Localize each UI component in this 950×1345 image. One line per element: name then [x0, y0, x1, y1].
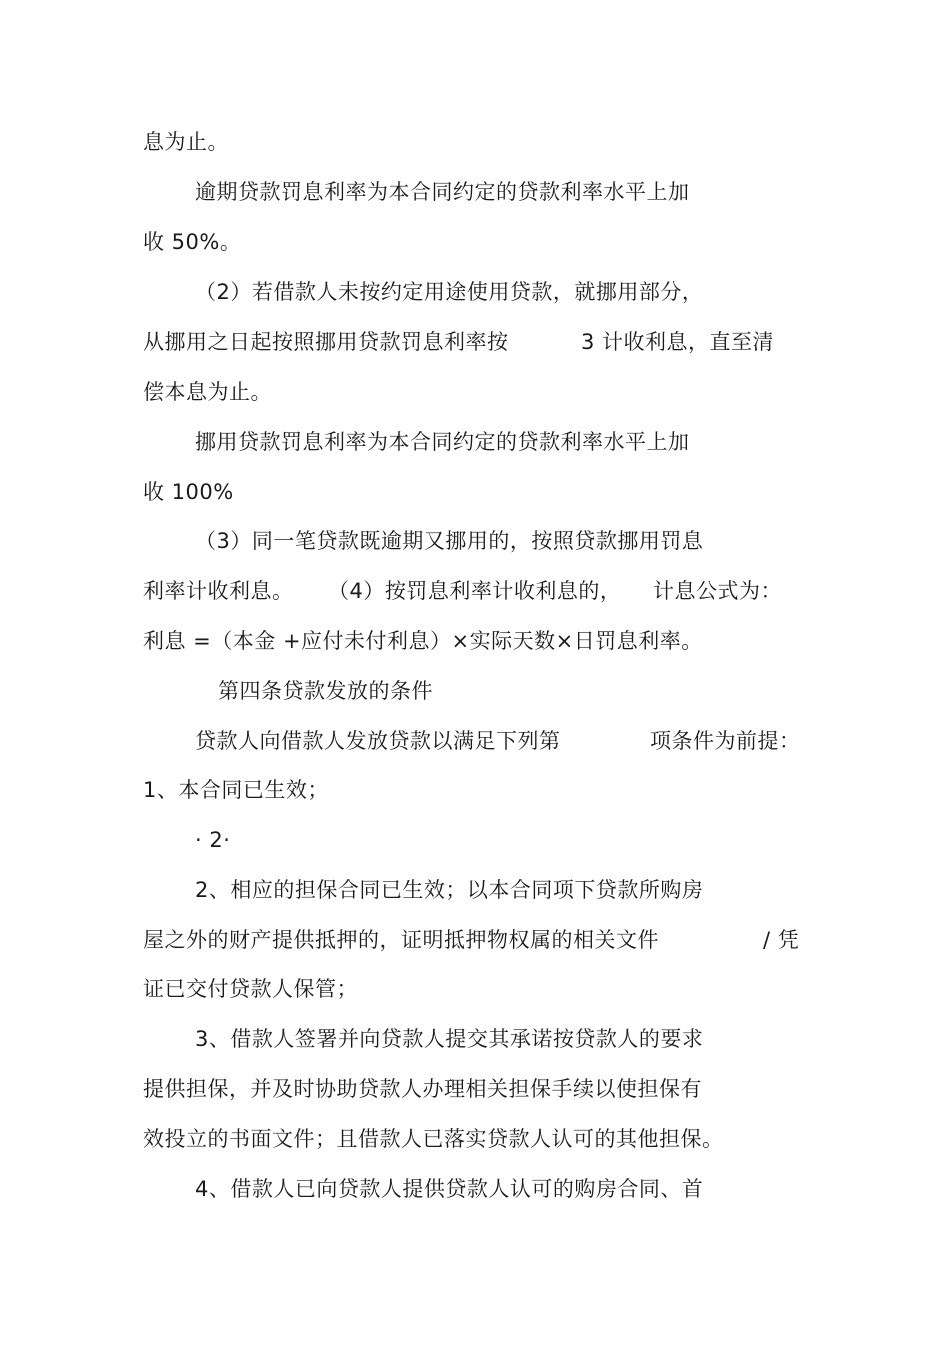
text-line: （4）按罚息利率计收利息的， — [328, 579, 622, 603]
text-line: 3 计收利息，直至清 — [581, 330, 775, 354]
text-line: 挪用贷款罚息利率为本合同约定的贷款利率水平上加 — [195, 430, 690, 454]
text-line: 2、相应的担保合同已生效；以本合同项下贷款所购房 — [195, 878, 704, 902]
text-line: 屋之外的财产提供抵押的，证明抵押物权属的相关文件 — [143, 928, 659, 952]
text-line: （3）同一笔贷款既逾期又挪用的，按照贷款挪用罚息 — [195, 529, 704, 553]
text-line: 证已交付贷款人保管； — [143, 977, 358, 1001]
text-line: 收 50%。 — [143, 230, 242, 254]
text-line: 计息公式为： — [653, 579, 782, 603]
text-line: 效投立的书面文件；且借款人已落实贷款人认可的其他担保。 — [143, 1127, 724, 1151]
text-line: 利率计收利息。 — [143, 579, 294, 603]
text-line: 息为止。 — [143, 130, 229, 154]
text-line: 从挪用之日起按照挪用贷款罚息利率按 — [143, 330, 509, 354]
page-number: · 2· — [195, 828, 231, 852]
section-heading: 第四条贷款发放的条件 — [218, 679, 433, 703]
text-line: 贷款人向借款人发放贷款以满足下列第 — [195, 729, 561, 753]
text-line: 3、借款人签署并向贷款人提交其承诺按贷款人的要求 — [195, 1027, 704, 1051]
text-line: 收 100% — [143, 480, 234, 504]
text-line: 提供担保，并及时协助贷款人办理相关担保手续以使担保有 — [143, 1077, 702, 1101]
text-line: 逾期贷款罚息利率为本合同约定的贷款利率水平上加 — [195, 180, 690, 204]
text-line: / 凭 — [763, 928, 800, 952]
text-line: 项条件为前提： — [650, 729, 801, 753]
text-line: （2）若借款人未按约定用途使用贷款，就挪用部分， — [195, 280, 704, 304]
text-line: 4、借款人已向贷款人提供贷款人认可的购房合同、首 — [195, 1177, 704, 1201]
text-line: 偿本息为止。 — [143, 380, 272, 404]
text-line: 利息 =（本金 +应付未付利息）×实际天数×日罚息利率。 — [143, 629, 703, 653]
text-line: 1、本合同已生效； — [143, 778, 329, 802]
